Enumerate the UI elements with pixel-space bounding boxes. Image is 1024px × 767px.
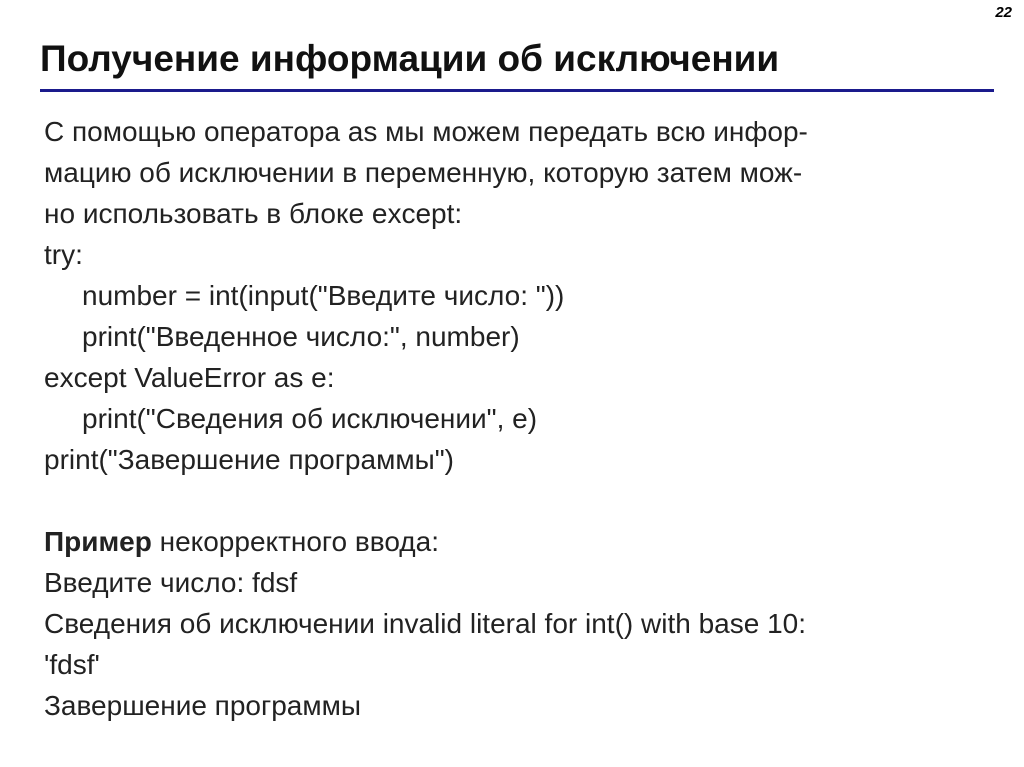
example-output-line: Завершение программы (44, 690, 361, 721)
code-line: try: (44, 239, 83, 270)
example-label-bold: Пример (44, 526, 152, 557)
intro-line: мацию об исключении в переменную, которую затем мож- (44, 157, 803, 188)
title-divider (40, 89, 994, 92)
code-line: number = int(input("Введите число: ")) (82, 280, 565, 311)
example-heading (44, 521, 994, 562)
example-output-line: Введите число: fdsf (44, 567, 298, 598)
slide-number: 22 (995, 4, 1012, 21)
example-output-line: 'fdsf' (44, 649, 100, 680)
spacer (44, 480, 994, 521)
code-line: print("Завершение программы") (44, 444, 454, 475)
example-label-rest: некорректного ввода: (151, 526, 439, 557)
code-line: except ValueError as e: (44, 362, 335, 393)
code-line: print("Сведения об исключении", e) (82, 403, 538, 434)
slide-body (44, 111, 994, 726)
code-line: print("Введенное число:", number) (82, 321, 520, 352)
slide-title: Получение информации об исключении (40, 38, 780, 79)
intro-line: С помощью оператора as мы можем передать всю инфор- (44, 116, 808, 147)
intro-line: но использовать в блоке except: (44, 198, 463, 229)
example-output-line: Сведения об исключении invalid literal for int() with base 10: (44, 608, 806, 639)
